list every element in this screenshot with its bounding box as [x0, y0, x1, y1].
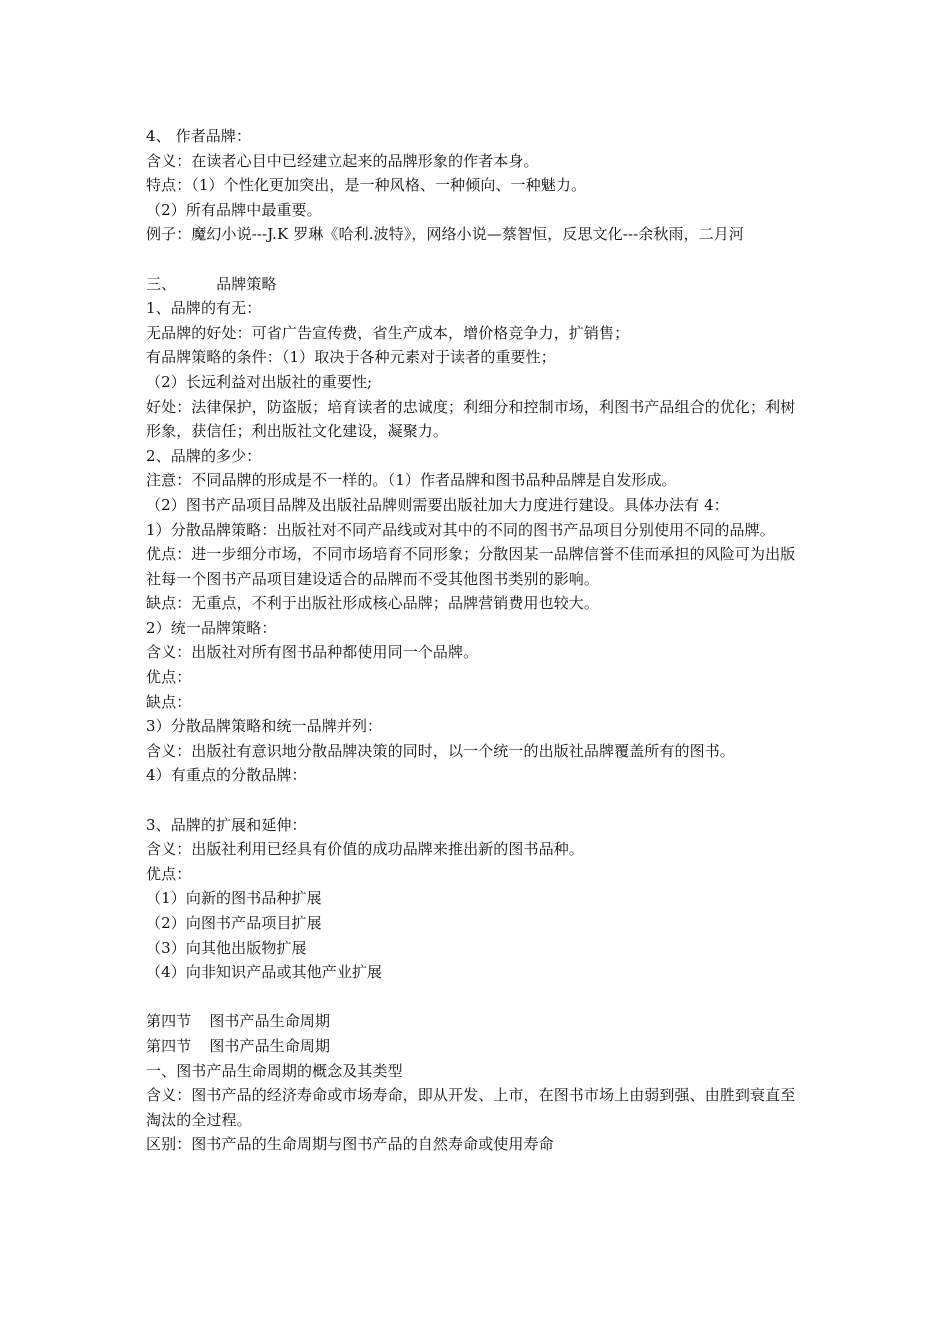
- subheading: 1、品牌的有无：: [146, 299, 262, 318]
- text-line: 特点：（1）个性化更加突出，是一种风格、一种倾向、一种魅力。: [146, 176, 587, 195]
- text-line: 含义：出版社利用已经具有价值的成功品牌来推出新的图书品种。: [146, 840, 584, 859]
- text-paragraph: 好处：法律保护，防盗版；培育读者的忠诚度；利细分和控制市场，利图书产品组合的优化；利树形象，获信任；利出版社文化建设，凝聚力。: [146, 397, 796, 441]
- subheading: 3、品牌的扩展和延伸：: [146, 815, 307, 834]
- subheading: 2）统一品牌策略：: [146, 618, 277, 637]
- subheading: 3）分散品牌策略和统一品牌并列：: [146, 717, 383, 736]
- text-line: 含义：出版社有意识地分散品牌决策的同时，以一个统一的出版社品牌覆盖所有的图书。: [146, 741, 735, 760]
- chapter-title: 图书产品生命周期: [209, 1036, 331, 1055]
- chapter-number: 第四节: [146, 1012, 192, 1031]
- subheading: 一、图书产品生命周期的概念及其类型: [146, 1061, 403, 1080]
- text-line: （2）所有品牌中最重要。: [146, 200, 322, 219]
- section-title: 品牌策略: [216, 274, 277, 293]
- chapter-heading: [146, 1034, 810, 1059]
- chapter-heading: [146, 1009, 810, 1034]
- document-body: [146, 124, 810, 1157]
- section-number: 三、: [146, 274, 177, 293]
- text-line: 区别：图书产品的生命周期与图书产品的自然寿命或使用寿命: [146, 1135, 554, 1154]
- text-line: 优点：: [146, 668, 192, 687]
- section-heading-author-brand: 4、 作者品牌：: [146, 127, 252, 145]
- list-item: （3）向其他出版物扩展: [146, 938, 307, 957]
- list-item: （2）向图书产品项目扩展: [146, 914, 322, 932]
- text-line: 缺点：无重点，不利于出版社形成核心品牌；品牌营销费用也较大。: [146, 594, 600, 613]
- text-line: 缺点：: [146, 692, 192, 711]
- list-item: （1）向新的图书品种扩展: [146, 889, 322, 908]
- section-heading-brand-strategy: [146, 272, 810, 297]
- text-line: 有品牌策略的条件：（1）取决于各种元素对于读者的重要性；: [146, 348, 556, 367]
- text-line: 无品牌的好处：可省广告宣传费，省生产成本，增价格竞争力，扩销售；: [146, 323, 630, 342]
- list-item: （4）向非知识产品或其他产业扩展: [146, 963, 383, 982]
- text-paragraph: 1）分散品牌策略：出版社对不同产品线或对其中的不同的图书产品项目分别使用不同的品牌。: [146, 520, 775, 539]
- chapter-number: 第四节: [146, 1036, 192, 1055]
- text-line: （2）图书产品项目品牌及出版社品牌则需要出版社加大力度进行建设。具体办法有 4：: [146, 495, 729, 514]
- text-line: 优点：: [146, 864, 192, 883]
- text-line: 含义：在读者心目中已经建立起来的品牌形象的作者本身。: [146, 151, 539, 170]
- blank-line: [146, 247, 810, 272]
- blank-line: [146, 985, 810, 1010]
- subheading: 2、品牌的多少：: [146, 446, 262, 465]
- text-paragraph: 含义：图书产品的经济寿命或市场寿命，即从开发、上市，在图书市场上由弱到强、由胜到衰直至淘汰的全过程。: [146, 1086, 796, 1129]
- text-paragraph: 优点：进一步细分市场，不同市场培育不同形象；分散因某一品牌信誉不佳而承担的风险可为出版社每一个图书产品项目建设适合的品牌而不受其他图书类别的影响。: [146, 545, 796, 588]
- text-line: 注意：不同品牌的形成是不一样的。（1）作者品牌和图书品种品牌是自发形成。: [146, 471, 677, 490]
- text-line: （2）长远利益对出版社的重要性;: [146, 372, 373, 391]
- blank-line: [146, 788, 810, 813]
- text-line: 含义：出版社对所有图书品种都使用同一个品牌。: [146, 643, 479, 662]
- text-paragraph: 例子：魔幻小说---J.K 罗琳《哈利.波特》，网络小说—蔡智恒，反思文化---余秋雨，二月河: [146, 225, 744, 244]
- subheading: 4）有重点的分散品牌：: [146, 766, 307, 785]
- chapter-title: 图书产品生命周期: [209, 1012, 331, 1031]
